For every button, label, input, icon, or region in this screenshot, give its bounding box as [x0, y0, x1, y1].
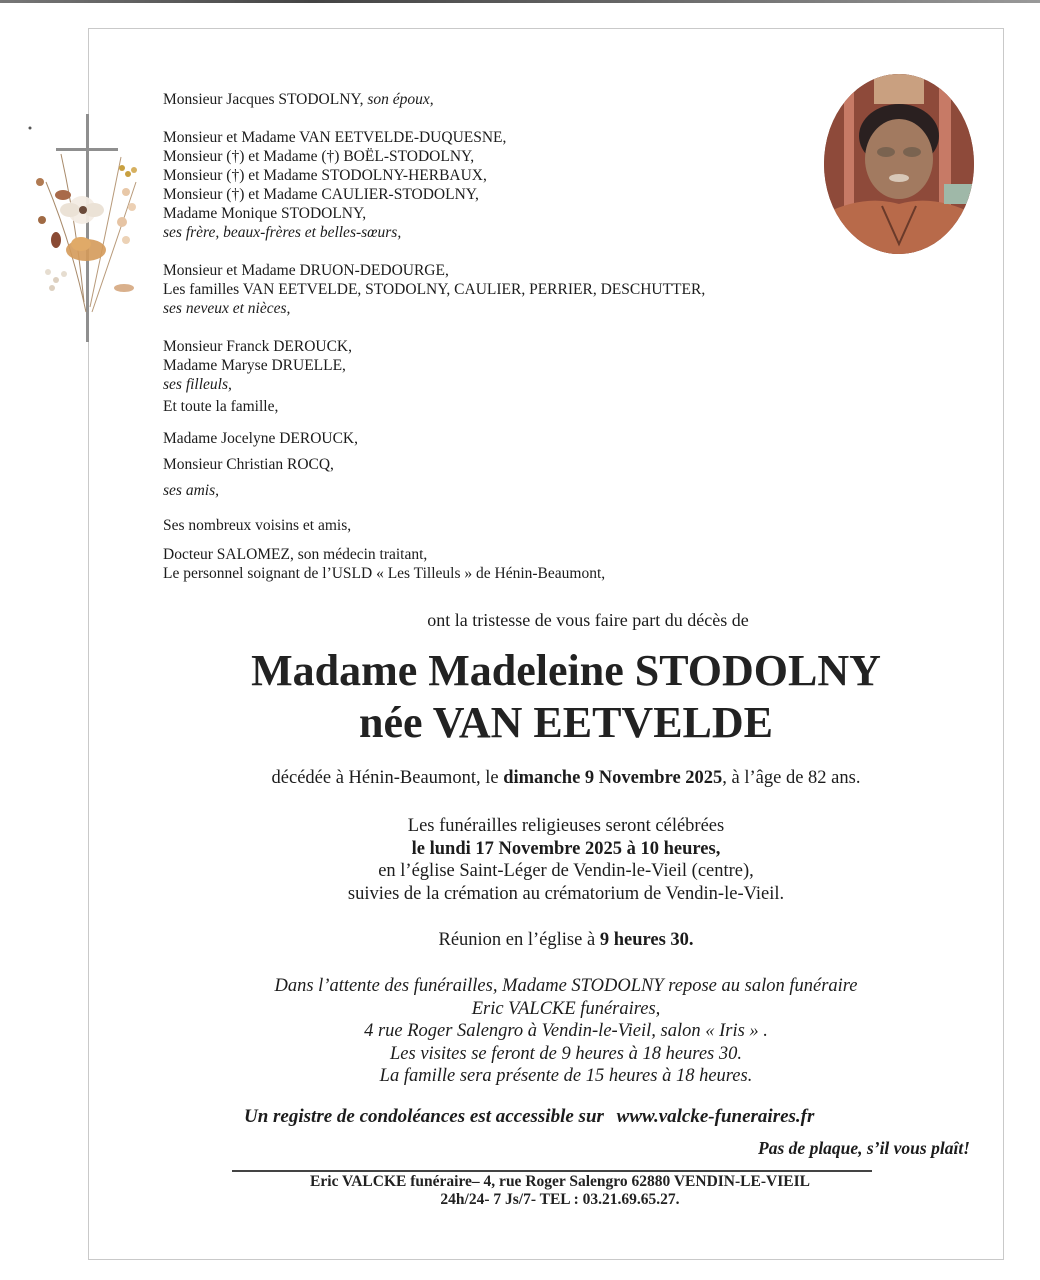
siblings-relation: ses frère, beaux-frères et belles-sœurs, [163, 224, 402, 241]
deceased-name: Madame Madeleine STODOLNY [251, 646, 881, 695]
salon-info [0, 975, 1040, 1088]
funeral-info [0, 815, 1040, 905]
condolence-registry [244, 1106, 814, 1128]
death-info [0, 767, 1040, 790]
godchild-line: Monsieur Franck DEROUCK, [163, 338, 352, 355]
death-prefix: décédée à Hénin-Beaumont, le [271, 768, 504, 788]
reunion-prefix: Réunion en l’église à [438, 930, 600, 950]
salon-line: Eric VALCKE funéraires, [471, 998, 661, 1019]
funeral-church: en l’église Saint-Léger de Vendin-le-Vieil (centre), [378, 861, 754, 881]
death-suffix: , à l’âge de 82 ans. [722, 768, 861, 788]
funeral-intro: Les funérailles religieuses seront célébrées [407, 816, 725, 836]
sibling-line: Monsieur (†) et Madame (†) BOËL-STODOLNY, [163, 148, 475, 165]
cross-flowers-icon [26, 112, 151, 347]
deceased-maiden-name: née VAN EETVELDE [358, 698, 774, 747]
portrait-photo [824, 74, 974, 254]
footer-divider [232, 1170, 872, 1172]
nephew-line: Monsieur et Madame DRUON-DEDOURGE, [163, 262, 449, 279]
reunion-info [0, 929, 1040, 952]
salon-line: Les visites se feront de 9 heures à 18 heures 30. [390, 1043, 742, 1064]
registry-url-link[interactable]: www.valcke-funeraires.fr [616, 1106, 815, 1127]
spouse-line [163, 90, 823, 109]
salon-line: Dans l’attente des funérailles, Madame STODOLNY repose au salon funéraire [274, 976, 858, 996]
no-plaque-note: Pas de plaque, s’il vous plaît! [758, 1138, 970, 1158]
neighbors-line: Ses nombreux voisins et amis, [163, 517, 352, 534]
sibling-line: Monsieur (†) et Madame CAULIER-STODOLNY, [163, 186, 479, 203]
friend-line: Monsieur Christian ROCQ, [163, 456, 334, 473]
funeral-cremation: suivies de la crémation au crématorium de Vendin-le-Vieil. [347, 883, 785, 904]
nephew-line: Les familles VAN EETVELDE, STODOLNY, CAULIER, PERRIER, DESCHUTTER, [163, 281, 706, 298]
spouse-name: Monsieur Jacques STODOLNY, [163, 91, 364, 108]
scan-edge-line [0, 0, 1040, 3]
family-list [163, 90, 823, 583]
funeral-date: le lundi 17 Novembre 2025 à 10 heures, [411, 838, 721, 859]
salon-line: 4 rue Roger Salengro à Vendin-le-Vieil, salon « Iris » . [364, 1021, 768, 1041]
reunion-time: 9 heures 30. [599, 930, 694, 950]
sibling-line: Monsieur (†) et Madame STODOLNY-HERBAUX, [163, 167, 487, 184]
footer-address: Eric VALCKE funéraire– 4, rue Roger Salengro 62880 VENDIN-LE-VIEIL [310, 1173, 810, 1190]
care-line: Le personnel soignant de l’USLD « Les Tilleuls » de Hénin-Beaumont, [163, 565, 606, 582]
sibling-line: Monsieur et Madame VAN EETVELDE-DUQUESNE, [163, 129, 507, 146]
announcement-line [0, 610, 1040, 631]
footer-phone: 24h/24- 7 Js/7- TEL : 03.21.69.65.27. [440, 1191, 680, 1208]
whole-family-line: Et toute la famille, [163, 398, 279, 415]
announcement-text: ont la tristesse de vous faire part du décès de [427, 610, 749, 630]
salon-line: La famille sera présente de 15 heures à 18 heures. [379, 1066, 753, 1086]
sibling-line: Madame Monique STODOLNY, [163, 205, 367, 222]
funeral-home-footer [180, 1173, 940, 1209]
friends-relation: ses amis, [163, 482, 219, 499]
registry-text: Un registre de condoléances est accessible sur [244, 1106, 604, 1127]
friend-line: Madame Jocelyne DEROUCK, [163, 430, 358, 447]
godchildren-relation: ses filleuls, [163, 376, 232, 393]
death-date: dimanche 9 Novembre 2025 [503, 768, 723, 788]
nephews-relation: ses neveux et nièces, [163, 300, 291, 317]
spouse-relation: son époux, [367, 91, 434, 108]
care-line: Docteur SALOMEZ, son médecin traitant, [163, 546, 428, 563]
godchild-line: Madame Maryse DRUELLE, [163, 357, 346, 374]
deceased-name-block [0, 645, 1040, 749]
